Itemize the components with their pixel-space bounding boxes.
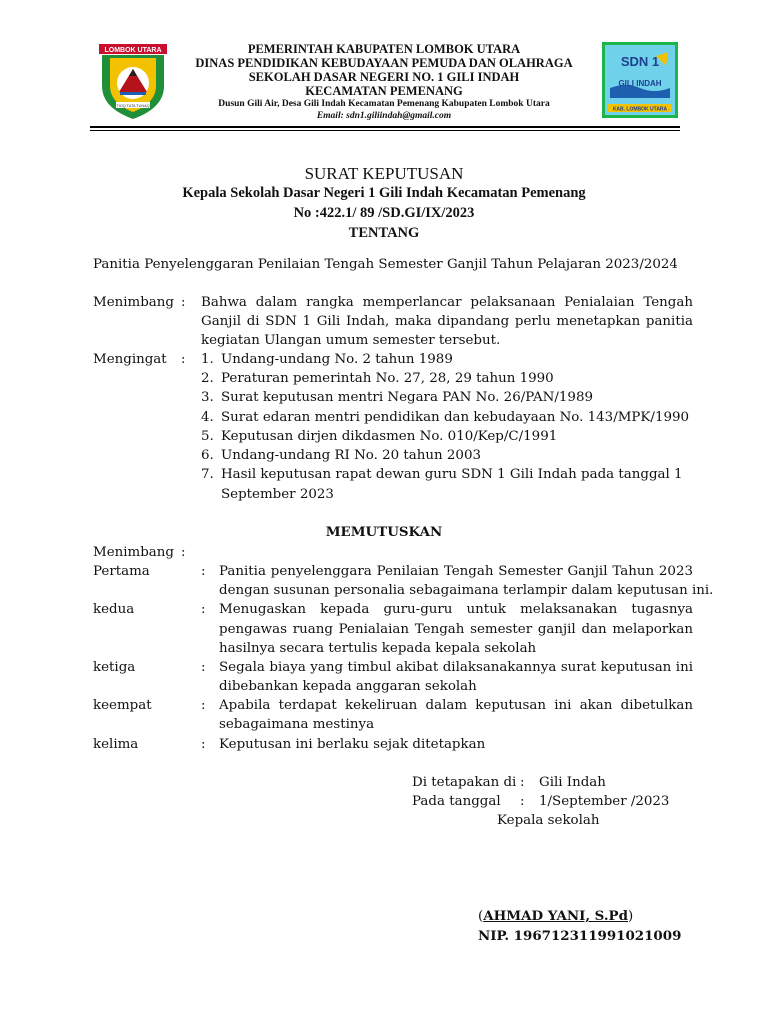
decision-colon: :: [201, 737, 206, 752]
menimbang-line-1: Bahwa dalam rangka memperlancar pelaksanaan Penialaian Tengah: [201, 295, 693, 310]
memutuskan-menimbang-colon: :: [181, 545, 186, 560]
menimbang-label: Menimbang: [93, 295, 174, 310]
decision-text-line-3: hasilnya secara tertulis kepada kepala sekolah: [219, 641, 537, 656]
menimbang-line-2: Ganjil di SDN 1 Gili Indah, maka dipandang perlu menetapkan panitia: [201, 314, 693, 329]
letterhead-thin-divider: [90, 130, 680, 131]
letterhead-address: Dusun Gili Air, Desa Gili Indah Kecamatan Pemenang Kabupaten Lombok Utara: [218, 99, 550, 109]
right-logo-ribbon: KAB. LOMBOK UTARA: [612, 106, 668, 113]
signature-place-label: Di tetapakan di: [412, 775, 517, 790]
decision-colon: :: [201, 564, 206, 579]
signature-name: AHMAD YANI, S.Pd: [483, 908, 628, 924]
decision-text-line-1: Keputusan ini berlaku sejak ditetapkan: [219, 737, 486, 752]
mengingat-item-number: 3.: [201, 390, 214, 405]
decision-label: kelima: [93, 737, 139, 752]
letterhead-email: Email: sdn1.giliindah@gmail.com: [316, 111, 452, 121]
signature-role: Kepala sekolah: [497, 813, 600, 828]
mengingat-item-text: Peraturan pemerintah No. 27, 28, 29 tahun 1990: [221, 371, 554, 386]
signature-place-colon: :: [520, 775, 525, 790]
decision-text-line-1: Panitia penyelenggara Penilaian Tengah Semester Ganjil Tahun 2023: [219, 564, 693, 579]
letterhead-line-2: DINAS PENDIDIKAN KEBUDAYAAN PEMUDA DAN OLAHRAGA: [195, 56, 573, 70]
decision-text-line-2: dengan susunan personalia sebagaimana terlampir dalam keputusan ini.: [219, 583, 714, 598]
decision-text-line-2: pengawas ruang Penialaian Tengah semester ganjil dan melaporkan: [219, 622, 693, 637]
letterhead: [180, 42, 588, 122]
letterhead-thick-divider: [90, 126, 680, 128]
mengingat-item-text: Undang-undang RI No. 20 tahun 2003: [221, 448, 481, 463]
decision-label: ketiga: [93, 660, 136, 675]
mengingat-item-text: Keputusan dirjen dikdasmen No. 010/Kep/C/1991: [221, 429, 558, 444]
left-logo-motto: TIOQ TATA TUNAQ: [116, 104, 150, 108]
signature-name-close-paren: ): [627, 909, 634, 924]
signature-date-value: 1/September /2023: [539, 794, 670, 809]
right-logo-text: SDN 1: [620, 54, 660, 69]
document-subtitle: Kepala Sekolah Dasar Negeri 1 Gili Indah Kecamatan Pemenang: [182, 185, 586, 201]
letterhead-line-3: SEKOLAH DASAR NEGERI NO. 1 GILI INDAH: [248, 70, 520, 84]
signature-nip: NIP. 196712311991021009: [478, 928, 682, 944]
mengingat-colon: :: [181, 352, 186, 367]
decision-text-line-1: Apabila terdapat kekeliruan dalam keputusan ini akan dibetulkan: [219, 698, 693, 713]
document-title: SURAT KEPUTUSAN: [304, 164, 464, 183]
mengingat-item-text-continued: September 2023: [221, 487, 334, 502]
decision-text-line-2: sebagaimana mestinya: [219, 717, 375, 732]
mengingat-item-text: Hasil keputusan rapat dewan guru SDN 1 Gili Indah pada tanggal 1: [221, 467, 683, 482]
mengingat-item-text: Surat edaran mentri pendidikan dan kebudayaan No. 143/MPK/1990: [221, 410, 690, 425]
signature-name-open-paren: (: [478, 909, 484, 924]
lombok-utara-emblem-logo: [96, 42, 170, 120]
menimbang-colon: :: [181, 295, 186, 310]
document-about: TENTANG: [348, 225, 420, 241]
mengingat-item-number: 6.: [201, 448, 214, 463]
sdn-1-gili-indah-logo: [602, 42, 678, 118]
decision-colon: :: [201, 698, 206, 713]
right-logo-sub: GILI INDAH: [618, 79, 662, 88]
left-logo-text: LOMBOK UTARA: [104, 47, 162, 54]
decision-colon: :: [201, 602, 206, 617]
decision-text-line-1: Menugaskan kepada guru-guru untuk melaksanakan tugasnya: [219, 602, 693, 617]
mengingat-label: Mengingat: [93, 352, 167, 367]
document-subject: Panitia Penyelenggaran Penilaian Tengah Semester Ganjil Tahun Pelajaran 2023/2024: [93, 257, 678, 272]
decision-colon: :: [201, 660, 206, 675]
decision-label: kedua: [93, 602, 135, 617]
decision-text-line-1: Segala biaya yang timbul akibat dilaksanakannya surat keputusan ini: [219, 660, 693, 675]
mengingat-item-text: Undang-undang No. 2 tahun 1989: [221, 352, 453, 367]
signature-name-line: [478, 907, 633, 926]
signature-date-label: Pada tanggal: [412, 794, 501, 809]
mengingat-item-number: 2.: [201, 371, 214, 386]
memutuskan-heading: MEMUTUSKAN: [325, 524, 443, 540]
mengingat-item-number: 7.: [201, 467, 214, 482]
mengingat-item-number: 5.: [201, 429, 214, 444]
memutuskan-menimbang-label: Menimbang: [93, 545, 174, 560]
decision-label: Pertama: [93, 564, 150, 579]
mengingat-item-number: 4.: [201, 410, 214, 425]
decision-label: keempat: [93, 698, 152, 713]
signature-place-value: Gili Indah: [539, 775, 606, 790]
decision-text-line-2: dibebankan kepada anggaran sekolah: [219, 679, 477, 694]
document-number: No :422.1/ 89 /SD.GI/IX/2023: [293, 205, 475, 221]
menimbang-line-3: kegiatan Ulangan umum semester tersebut.: [201, 333, 501, 348]
signature-date-colon: :: [520, 794, 525, 809]
mengingat-item-text: Surat keputusan mentri Negara PAN No. 26/PAN/1989: [221, 390, 593, 405]
letterhead-line-4: KECAMATAN PEMENANG: [305, 84, 463, 98]
letterhead-line-1: PEMERINTAH KABUPATEN LOMBOK UTARA: [247, 42, 521, 56]
mengingat-item-number: 1.: [201, 352, 214, 367]
